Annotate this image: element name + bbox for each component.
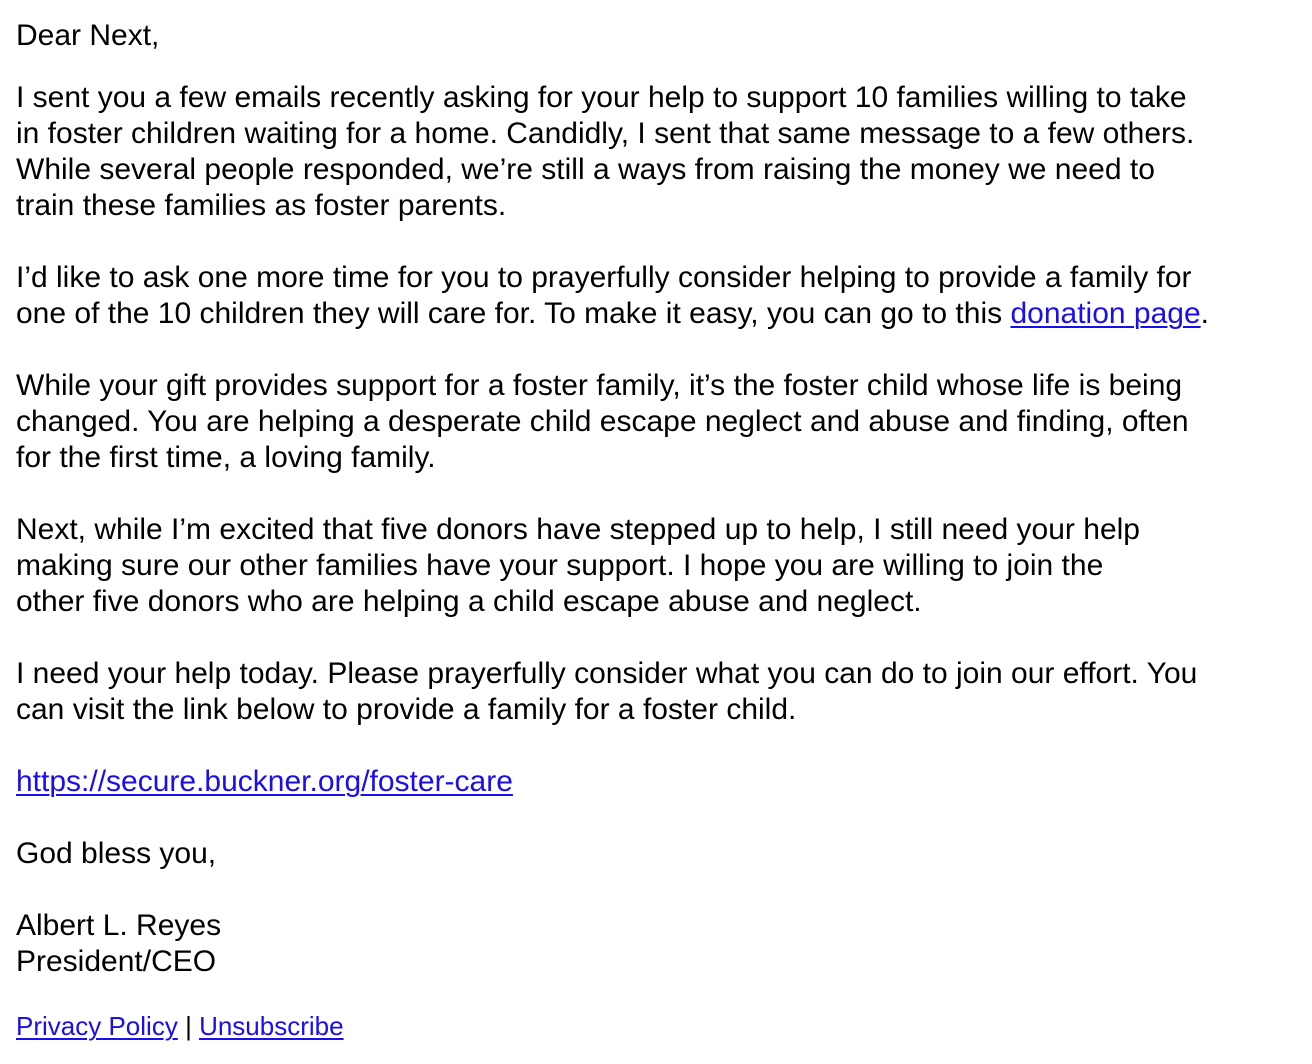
paragraph-line: I need your help today. Please prayerfully consider what you can do to join our effort. You	[16, 657, 1198, 690]
paragraph-line: can visit the link below to provide a family for a foster child.	[16, 693, 797, 726]
closing: God bless you,	[16, 837, 217, 870]
paragraph-line: I sent you a few emails recently asking for your help to support 10 families willing to take	[16, 81, 1187, 114]
paragraph-line: other five donors who are helping a child escape abuse and neglect.	[16, 585, 922, 618]
signature-title: President/CEO	[16, 945, 217, 978]
paragraph-request-recap	[16, 80, 1306, 224]
paragraph-line: While several people responded, we’re still a ways from raising the money we need to	[16, 153, 1155, 186]
paragraph-impact	[16, 368, 1306, 476]
signature-name: Albert L. Reyes	[16, 909, 222, 942]
paragraph-line: Next, while I’m excited that five donors have stepped up to help, I still need your help	[16, 513, 1140, 546]
paragraph-line: for the first time, a loving family.	[16, 441, 436, 474]
paragraph-line: I’d like to ask one more time for you to prayerfully consider helping to provide a family for	[16, 261, 1192, 294]
email-footer	[16, 1010, 344, 1042]
signature-block	[16, 908, 1306, 980]
paragraph-line-with-link	[16, 296, 1306, 332]
unsubscribe-link[interactable]: Unsubscribe	[199, 1011, 344, 1041]
greeting: Dear Next,	[16, 19, 160, 52]
paragraph-donation-ask	[16, 260, 1306, 332]
paragraph-line: train these families as foster parents.	[16, 189, 507, 222]
paragraph-line: making sure our other families have your support. I hope you are willing to join the	[16, 549, 1104, 582]
paragraph-text: one of the 10 children they will care for. To make it easy, you can go to this	[16, 297, 1011, 330]
foster-care-url-link[interactable]: https://secure.buckner.org/foster-care	[16, 765, 513, 798]
donation-page-link[interactable]: donation page	[1010, 297, 1201, 330]
foster-care-url-block	[16, 764, 1306, 800]
paragraph-call-to-action	[16, 656, 1306, 728]
paragraph-line: While your gift provides support for a foster family, it’s the foster child whose life is being	[16, 369, 1183, 402]
footer-separator: |	[185, 1011, 192, 1041]
paragraph-donors	[16, 512, 1306, 620]
paragraph-line: changed. You are helping a desperate child escape neglect and abuse and finding, often	[16, 405, 1189, 438]
privacy-policy-link[interactable]: Privacy Policy	[16, 1011, 178, 1041]
email-body	[16, 18, 1306, 980]
paragraph-line: in foster children waiting for a home. Candidly, I sent that same message to a few others.	[16, 117, 1195, 150]
paragraph-text: .	[1200, 297, 1209, 330]
